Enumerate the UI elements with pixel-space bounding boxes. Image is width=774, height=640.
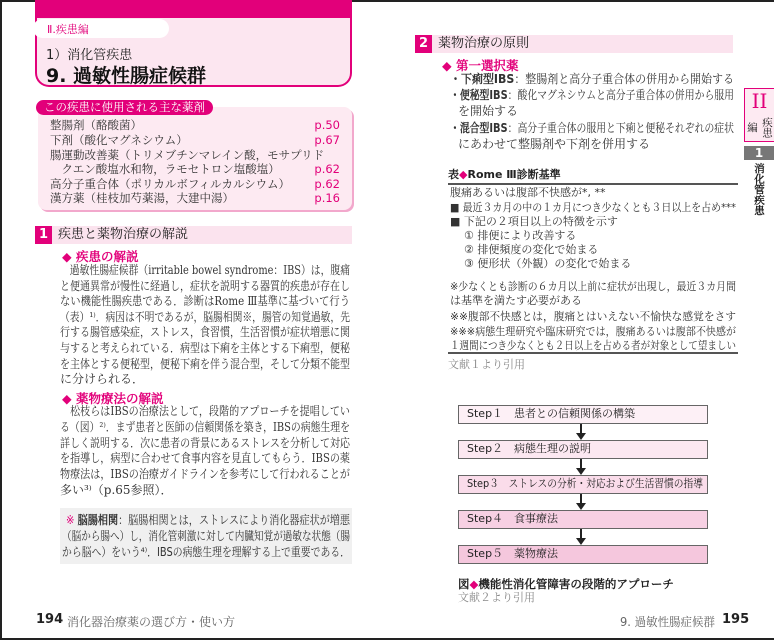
bullet-item — [450, 121, 734, 135]
bullet-item — [450, 88, 734, 102]
flow-arrow-head-icon — [576, 433, 586, 440]
section-title: 疾患と薬物治療の解説 — [58, 227, 189, 242]
drug-item-name: クエン酸塩水和物，ラモセトロン塩酸塩） — [50, 162, 280, 176]
section-title: 薬物治療の原則 — [438, 36, 530, 51]
table-note: ※※腹部不快感とは，腹痛とはいえない不愉快な感覚をさす — [450, 310, 737, 323]
flow-step-text: Step３ ストレスの分析・対応および生活習慣の指導 — [467, 477, 703, 490]
bullet-type: ・便秘型IBS — [450, 88, 508, 103]
paragraph-line: を主体とする便秘型，便秘下痢を伴う混合型，そして分類不能型 — [60, 356, 351, 371]
drug-item-name: 漢方薬（桂枝加芍薬湯，大建中湯） — [50, 191, 234, 205]
table-note: １週間につき少なくとも２日以上を占める者が対象として望ましい — [450, 339, 736, 352]
subheading-text: 第一選択薬 — [455, 58, 519, 73]
subheading-drug-therapy: ◆ 薬物療法の解説 — [62, 391, 164, 406]
subheading-text: 薬物療法の解説 — [75, 391, 164, 406]
page-number-right: 195 — [722, 612, 750, 627]
bullet-type: ・下痢型IBS — [450, 72, 515, 86]
section-2-header — [415, 35, 733, 53]
side-tab-roman: II — [751, 89, 768, 113]
bullet-text: ：高分子重合体の服用と下痢と便秘それぞれの症状 — [507, 120, 734, 135]
table-note: は基準を満たす必要がある — [450, 294, 582, 307]
page-title: 9. 過敏性腸症候群 — [46, 65, 207, 87]
drug-item-name: 腸運動改善薬（トリメブチンマレイン酸，モサプリド — [50, 148, 325, 162]
paragraph-line: 詳しく説明する．次に患者の背景にあるストレスを分析して対応 — [60, 435, 351, 450]
drug-item-page: p.16 — [314, 191, 340, 205]
subheading-first-line: ◆ 第一選択薬 — [442, 58, 519, 73]
note-text: ：脳腸相関とは，ストレスにより消化器症状が増悪 — [118, 513, 350, 527]
drug-item-page: p.67 — [314, 133, 340, 147]
figure-caption-text: 機能性消化管障害の段階的アプローチ — [478, 577, 674, 591]
flow-step-text: Step４ 食事療法 — [467, 512, 559, 525]
flow-arrow-head-icon — [576, 503, 586, 510]
flow-step — [458, 475, 708, 494]
table-bottom-rule — [448, 352, 738, 354]
bullet-continuation: にあわせて整腸剤や下剤を併用する — [458, 136, 651, 151]
paragraph-line: 多い³⁾（p.65参照）． — [60, 483, 173, 497]
note-line: （脳から腸へ）し，消化管刺激に対して内臓知覚が過敏な状態（腸 — [62, 529, 351, 543]
paragraph-line: 物療法は，IBSの治療ガイドラインを参考にして行われることが — [60, 467, 350, 482]
flow-step-text: Step５ 薬物療法 — [467, 547, 559, 560]
section-number: 1 — [35, 226, 52, 244]
bullet-text: ：酸化マグネシウムと高分子重合体の併用から服用 — [507, 88, 734, 103]
side-tab-chapter[interactable]: 1 — [744, 146, 774, 160]
flow-step — [458, 510, 708, 529]
section-1-header — [35, 226, 352, 244]
paragraph-line: を指導し，病型に合わせて食事内容を見直してもらう．IBSの薬 — [60, 451, 350, 466]
drug-item-name: 高分子重合体（ポリカルボフィルカルシウム） — [50, 177, 291, 191]
page-number-left: 194 — [36, 612, 64, 627]
paragraph-line: （表）¹⁾．病因は不明であるが，脳腸相関※，腸管の知覚過敏，先 — [60, 309, 350, 324]
paragraph-line: る（図）²⁾．まず患者と医師の信頼関係を築き，IBSの病態生理を — [60, 419, 351, 434]
table-title-text: Rome Ⅲ診断基準 — [467, 168, 561, 181]
flow-step — [458, 440, 708, 459]
drug-item-page: p.62 — [314, 177, 340, 191]
drug-box-label: この疾患に使用される主な薬剤 — [36, 100, 213, 115]
drug-item-name: 整腸剤（酪酸菌） — [50, 118, 142, 132]
bullet-text: ：整腸剤と高分子重合体の併用から開始する — [514, 72, 735, 86]
table-row: ① 排便により改善する — [464, 229, 577, 242]
table-title: 表◆Rome Ⅲ診断基準 — [448, 168, 561, 181]
paragraph-line: に分けられる． — [60, 372, 145, 387]
table-source: 文献１より引用 — [448, 358, 525, 371]
flow-step-text: Step２ 病態生理の説明 — [467, 442, 592, 455]
note-line — [66, 513, 350, 527]
side-tab-label: 疾患編 — [746, 116, 773, 138]
note-mark: ※ — [66, 513, 75, 527]
paragraph-line: と便通異常が慢性に経過し，症状を説明する器質的疾患が存在し — [60, 278, 351, 293]
subheading-disease: ◆ 疾患の解説 — [62, 249, 139, 264]
bullet-type: ・混合型IBS — [450, 120, 508, 135]
drug-item-name: 下剤（酸化マグネシウム） — [50, 133, 188, 147]
side-tab-section[interactable] — [744, 88, 774, 142]
table-row: ■ 下記の２項目以上の特徴を示す — [450, 215, 618, 228]
paragraph-line: 過敏性腸症候群（irritable bowel syndrome：IBS）は，腹痛 — [60, 263, 351, 277]
flow-arrow-head-icon — [576, 538, 586, 545]
paragraph-line: ない機能性腸疾患である．診断はRome Ⅲ基準に基づいて行う — [60, 294, 350, 309]
note-line: から脳へ）をいう⁴⁾．IBSの病態生理を理解する上で重要である． — [62, 545, 350, 559]
paragraph-line: 松枝らはIBSの治療法として，段階的アプローチを提唱してい — [60, 404, 350, 418]
figure-source: 文献２より引用 — [458, 591, 535, 604]
table-row: ■ 最近３カ月の中の１カ月につき少なくとも３日以上を占め*** — [450, 201, 737, 214]
note-term: 脳腸相関 — [77, 513, 119, 527]
footer-book-title: 消化器治療薬の選び方・使い方 — [67, 615, 236, 629]
flow-step — [458, 405, 708, 424]
paragraph-line: 行する腸管感染症，ストレス，食習慣，生活習慣が症状増悪に関 — [60, 325, 351, 340]
drug-item-page: p.50 — [314, 118, 340, 132]
table-note: ※※※病態生理研究や臨床研究では，腹痛あるいは腹部不快感が — [450, 325, 736, 338]
chapter-subtitle: 1）消化管疾患 — [46, 48, 133, 63]
category-label: Ⅱ.疾患編 — [33, 19, 169, 38]
bullet-continuation: を開始する — [458, 104, 519, 119]
flow-arrow-head-icon — [576, 468, 586, 475]
footer-chapter-title: 9. 過敏性腸症候群 — [620, 615, 715, 629]
drug-item-page: p.62 — [314, 162, 340, 176]
bullet-item — [450, 72, 734, 86]
table-row: ③ 便形状（外観）の変化で始まる — [464, 257, 632, 270]
table-note: ※少なくとも診断の６カ月以上前に症状が出現し，最近３カ月間 — [450, 280, 737, 293]
table-row: 腹痛あるいは腹部不快感が*, ** — [450, 186, 606, 199]
subheading-text: 疾患の解説 — [75, 249, 139, 264]
flow-step — [458, 545, 708, 564]
figure-prefix: 図 — [458, 577, 470, 591]
paragraph-line: 与すると考えられている．病型は下痢を主体とする下痢型，便秘 — [60, 341, 351, 355]
table-row: ② 排便頻度の変化で始まる — [464, 243, 599, 256]
table-top-rule — [448, 183, 738, 185]
flow-step-text: Step１ 患者との信頼関係の構築 — [467, 407, 636, 420]
table-prefix: 表 — [448, 168, 459, 181]
figure-caption: 図◆機能性消化管障害の段階的アプローチ — [458, 577, 674, 591]
side-tab-sublabel: 消化管疾患 — [753, 163, 765, 216]
section-number: 2 — [415, 35, 432, 53]
